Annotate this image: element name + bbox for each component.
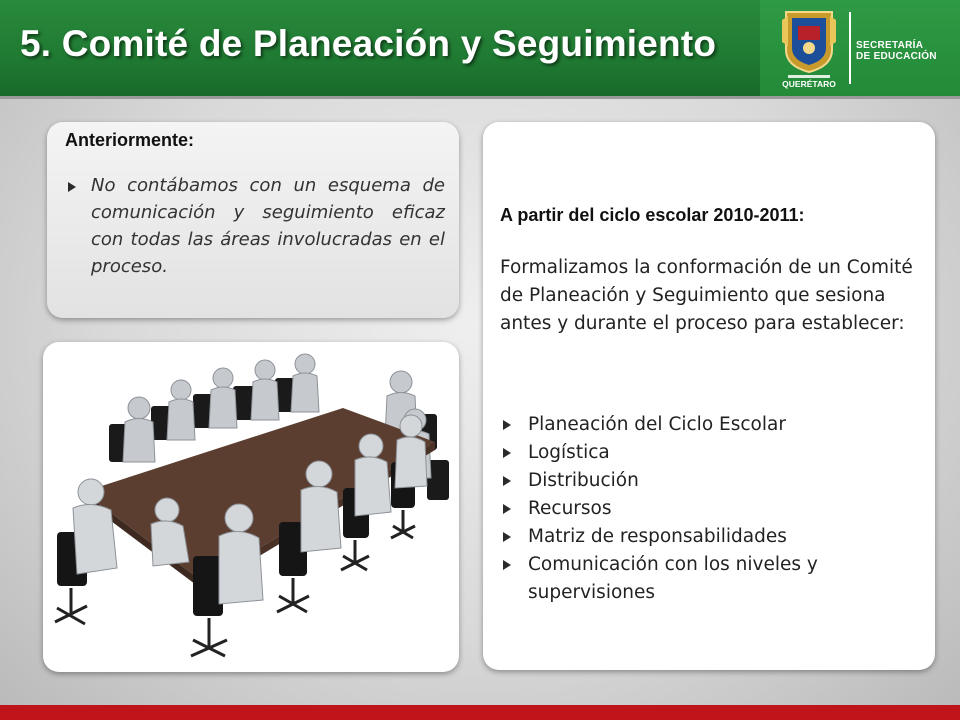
list-item-text: Matriz de responsabilidades <box>528 526 787 547</box>
before-heading: Anteriormente: <box>65 130 195 150</box>
page-title: 5. Comité de Planeación y Seguimiento <box>20 23 717 64</box>
list-item-text: Distribución <box>528 470 639 491</box>
agency-line-1: SECRETARÍA <box>856 40 924 51</box>
after-heading: A partir del ciclo escolar 2010-2011: <box>500 205 805 225</box>
header-divider <box>0 96 960 99</box>
list-item-text: Logística <box>528 442 610 463</box>
triangle-bullet-icon <box>67 182 77 192</box>
after-paragraph: Formalizamos la conformación de un Comité de Planeación y Seguimiento que sesiona antes y durante el proceso para establecer: <box>500 257 913 334</box>
list-item <box>500 411 920 439</box>
triangle-bullet-icon <box>502 532 512 542</box>
list-item <box>500 467 920 495</box>
list-item-text: Recursos <box>528 498 612 519</box>
before-bullet-text: No contábamos con un esquema de comunicación y seguimiento eficaz con todas las áreas involucradas en el proceso. <box>91 175 445 277</box>
triangle-bullet-icon <box>502 560 512 570</box>
list-item <box>500 495 920 523</box>
after-bullet-list <box>500 411 920 607</box>
list-item <box>500 439 920 467</box>
list-item <box>500 551 920 607</box>
triangle-bullet-icon <box>502 504 512 514</box>
svg-text:QUERÉTARO: QUERÉTARO <box>782 79 836 89</box>
photo-card <box>43 342 459 672</box>
agency-logo-text <box>856 40 956 62</box>
list-item-text: Comunicación con los niveles y supervisiones <box>528 554 818 603</box>
agency-line-2: DE EDUCACIÓN <box>856 51 937 62</box>
meeting-illustration <box>43 342 459 672</box>
footer-bar <box>0 705 960 720</box>
triangle-bullet-icon <box>502 448 512 458</box>
list-item-text: Planeación del Ciclo Escolar <box>528 414 786 435</box>
state-seal-logo <box>778 6 840 90</box>
logo-divider <box>849 12 851 84</box>
triangle-bullet-icon <box>502 420 512 430</box>
list-item <box>500 523 920 551</box>
triangle-bullet-icon <box>502 476 512 486</box>
